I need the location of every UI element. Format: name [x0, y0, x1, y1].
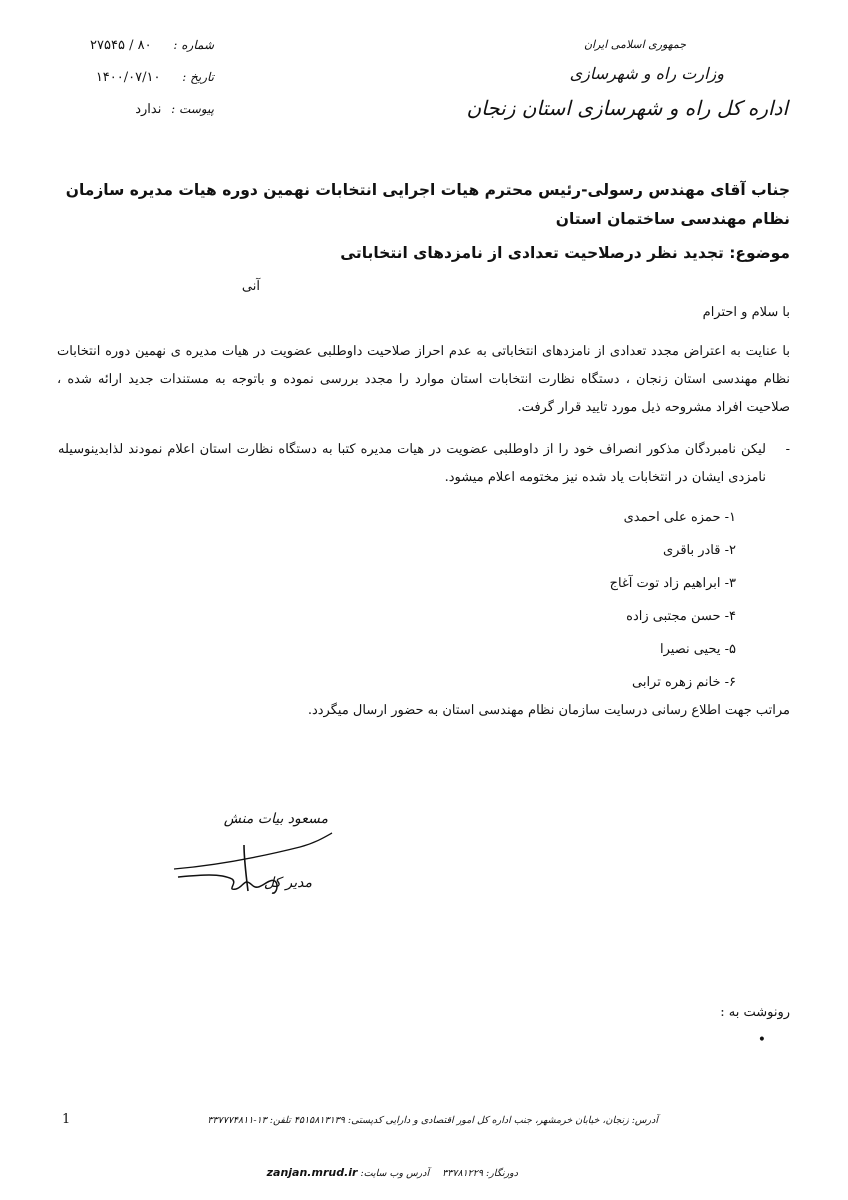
candidate-list — [610, 501, 736, 699]
paragraph-main: با عنایت به اعتراض مجدد تعدادی از نامزدهای انتخاباتی به عدم احراز صلاحیت داوطلبی عضویت در هیات مدیره ی نهمین دوره انتخابات نظام مهندسی استان زنجان ، دستگاه نظارت انتخابات استان موارد را مجدد بررسی نموده و باتوجه به مستندات جدید ارائه شده ، صلاحیت افراد مشروحه ذیل مورد تایید قرار گرفت. — [57, 344, 790, 415]
footer-address: آدرس: زنجان، خیابان خرمشهر، جنب اداره کل امور اقتصادی و دارایی کدپستی: ۴۵۱۵۸۱۳۱۳۹ تلفن: ۱۳-۳۳۷۷۷۴۸۱۱ — [207, 1115, 658, 1126]
header-directorate: اداره کل راه و شهرسازی استان زنجان — [466, 96, 788, 120]
paragraph-withdrawal: لیکن نامبردگان مذکور انصراف خود را از داوطلبی عضویت در هیات مدیره کتبا به دستگاه نظارت استان اعلام نمودند لذابدینوسیله نامزدی ایشان در انتخابات یاد شده نیز مختومه اعلام میشود. — [58, 442, 766, 485]
list-item: ۴- حسن مجتبی زاده — [626, 609, 736, 624]
header-ministry: وزارت راه و شهرسازی — [569, 64, 724, 83]
list-item: ۳- ابراهیم زاد توت آغاج — [609, 576, 736, 591]
header-republic: جمهوری اسلامی ایران — [583, 38, 686, 51]
list-item: ۵- یحیی نصیرا — [659, 642, 736, 657]
closing-line: مراتب جهت اطلاع رسانی درسایت سازمان نظام مهندسی استان به حضور ارسال میگردد. — [307, 703, 790, 718]
letter-number-label: شماره : — [173, 38, 214, 52]
letter-date-value: ۱۴۰۰/۰۷/۱۰ — [95, 70, 161, 85]
page-number: 1 — [62, 1112, 71, 1127]
list-item: ۶- خانم زهره ترابی — [631, 675, 736, 690]
footer-website[interactable]: zanjan.mrud.ir — [266, 1166, 358, 1179]
greeting: با سلام و احترام — [702, 305, 790, 320]
paragraph-dash: - — [785, 442, 790, 457]
list-item: ۱- حمزه علی احمدی — [623, 510, 736, 525]
footer-contact-row — [267, 1166, 518, 1179]
letter-number-value: ۸۰ / ۲۷۵۴۵ — [90, 38, 152, 53]
list-item: ۲- قادر باقری — [662, 543, 736, 558]
letter-number-row — [90, 38, 214, 53]
signature-title: مدیر کل — [263, 875, 312, 891]
subject-line: موضوع: تجدید نظر درصلاحیت تعدادی از نامزدهای انتخاباتی — [340, 244, 790, 262]
cc-bullet: • — [757, 1032, 766, 1048]
letter-date-row — [96, 70, 214, 85]
cc-label: رونوشت به : — [720, 1005, 790, 1020]
signature-block — [160, 805, 360, 915]
letter-attachment-value: ندارد — [135, 102, 162, 117]
addressee: جناب آقای مهندس رسولی-رئیس محترم هیات اجرایی انتخابات نهمین دوره هیات مدیره سازمان نظام مهندسی ساختمان استان — [65, 181, 790, 228]
letter-attachment-row — [135, 102, 214, 117]
footer-fax: دورنگار: ۳۳۷۸۱۲۲۹ — [442, 1168, 518, 1179]
footer-website-label: آدرس وب سایت: — [360, 1168, 430, 1179]
letter-date-label: تاریخ : — [182, 70, 214, 84]
urgency-note: آنی — [241, 279, 260, 294]
letter-attachment-label: پیوست : — [171, 102, 214, 116]
signature-name: مسعود بیات منش — [223, 811, 328, 827]
